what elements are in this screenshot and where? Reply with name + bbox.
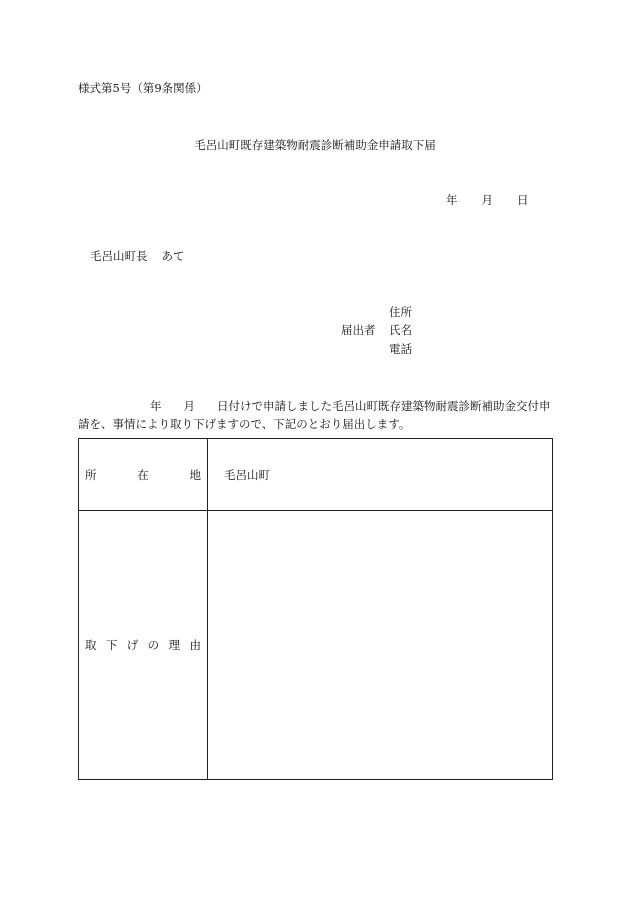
addressee [90, 249, 185, 264]
applicant-phone-label: 電話 [389, 342, 412, 356]
reason-label-char: 理 [168, 638, 181, 652]
date-year-label: 年 [446, 193, 458, 207]
table-row-location [79, 439, 553, 511]
location-label [79, 467, 207, 483]
document-title: 毛呂山町既存建築物耐震診断補助金申請取下届 [194, 138, 436, 152]
reason-label-cell [79, 511, 208, 780]
addressee-name: 毛呂山町長 [90, 249, 148, 263]
reason-label-char: の [147, 638, 160, 652]
applicant-name-label: 氏名 [389, 323, 412, 337]
form-number: 様式第5号（第9条関係） [78, 81, 208, 95]
body-year-label: 年 [150, 399, 162, 413]
reason-label-char: 取 [85, 638, 97, 652]
body-paragraph [78, 397, 553, 433]
table-row-reason [79, 511, 553, 780]
reason-label-char: げ [126, 638, 139, 652]
applicant-submitter-label: 届出者 [341, 323, 376, 337]
reason-label-char: 下 [105, 638, 118, 652]
date-line [446, 193, 529, 208]
form-table [78, 438, 553, 780]
location-label-cell [79, 439, 208, 511]
location-label-char: 所 [85, 467, 97, 482]
reason-label [79, 637, 207, 653]
addressee-suffix: あて [161, 249, 185, 263]
reason-label-char: 由 [189, 638, 201, 652]
date-month-label: 月 [481, 193, 493, 207]
date-day-label: 日 [517, 193, 529, 207]
body-text: 日付けで申請しました毛呂山町既存建築物耐震診断補助金交付申請を、事情により取り下げますので、下記のとおり届出します。 [78, 399, 551, 431]
body-month-label: 月 [183, 399, 195, 413]
applicant-address-label: 住所 [389, 305, 412, 319]
location-value-cell[interactable] [208, 439, 553, 511]
location-label-char: 地 [189, 467, 201, 482]
reason-value-cell[interactable] [208, 511, 553, 780]
location-label-char: 在 [137, 467, 149, 482]
location-value: 毛呂山町 [224, 467, 270, 482]
